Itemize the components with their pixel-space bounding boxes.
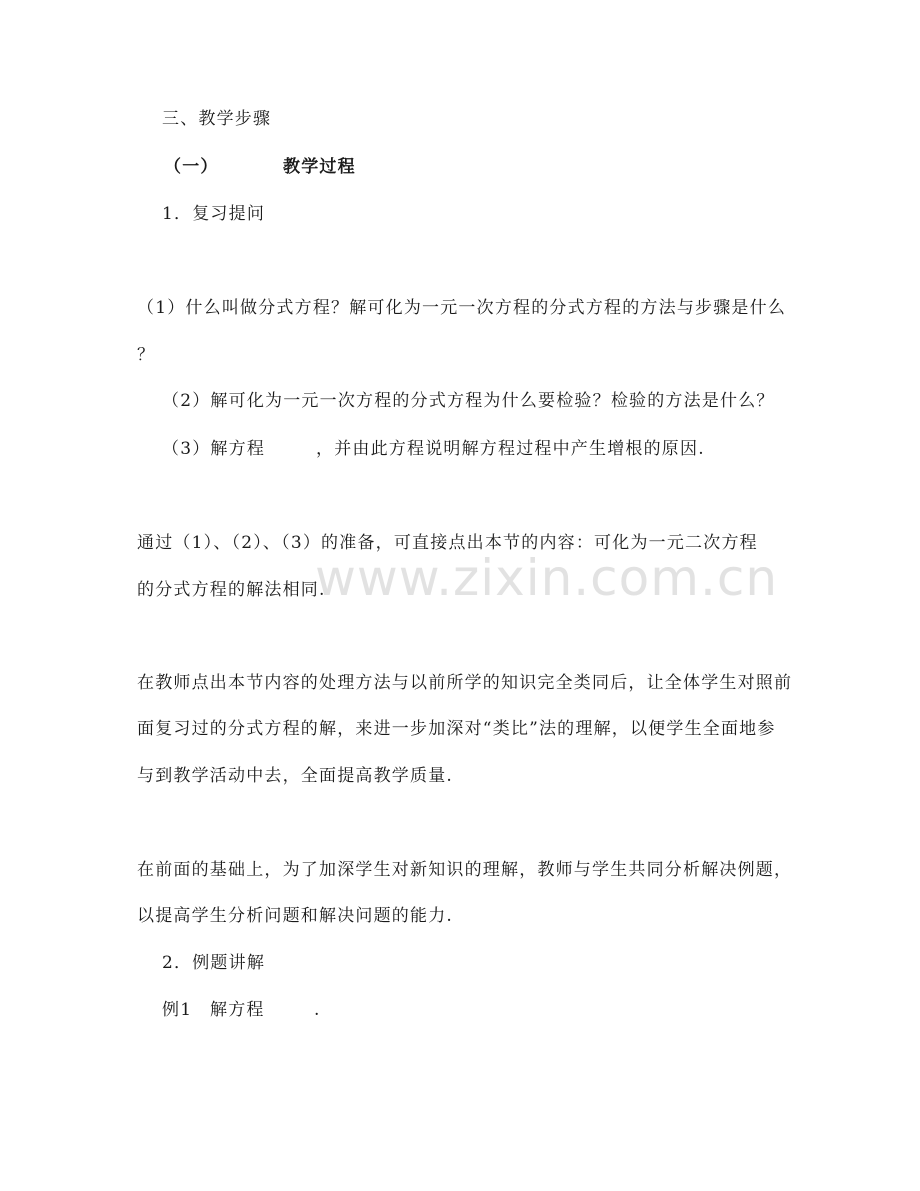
question-1-line-1: （1）什么叫做分式方程？解可化为一元一次方程的分式方程的方法与步骤是什么 bbox=[137, 298, 787, 318]
paragraph-2-line-3: 与到教学活动中去，全面提高教学质量. bbox=[137, 766, 454, 786]
question-3-prefix: （3）解方程 bbox=[162, 439, 266, 459]
step1-title: 1．复习提问 bbox=[162, 204, 266, 224]
subsection-title: 教学过程 bbox=[283, 157, 356, 177]
paragraph-1-line-2: 的分式方程的解法相同. bbox=[137, 580, 326, 600]
paragraph-2-line-2: 面复习过的分式方程的解，来进一步加深对“类比”法的理解，以便学生全面地参 bbox=[137, 719, 776, 739]
paragraph-2-line-1: 在教师点出本节内容的处理方法与以前所学的知识完全类同后，让全体学生对照前 bbox=[137, 673, 793, 693]
paragraph-1-line-1: 通过（1）、（2）、（3）的准备，可直接点出本节的内容：可化为一元二次方程 bbox=[137, 533, 758, 553]
question-1-line-2: ？ bbox=[137, 345, 156, 365]
subsection-number: （一） bbox=[164, 157, 219, 177]
question-3-suffix: ，并由此方程说明解方程过程中产生增根的原因. bbox=[316, 439, 705, 459]
example-1-end: . bbox=[314, 1000, 321, 1020]
watermark: www.zixin.com.cn bbox=[315, 549, 779, 607]
section-title: 三、教学步骤 bbox=[162, 109, 272, 129]
paragraph-3-line-2: 以提高学生分析问题和解决问题的能力. bbox=[137, 906, 454, 926]
question-2: （2）解可化为一元一次方程的分式方程为什么要检验？检验的方法是什么？ bbox=[162, 391, 775, 411]
example-1-label: 例1 bbox=[162, 1000, 193, 1020]
example-1-text: 解方程 bbox=[210, 1000, 265, 1020]
paragraph-3-line-1: 在前面的基础上，为了加深学生对新知识的理解，教师与学生共同分析解决例题， bbox=[137, 860, 793, 880]
step2-title: 2．例题讲解 bbox=[162, 953, 266, 973]
